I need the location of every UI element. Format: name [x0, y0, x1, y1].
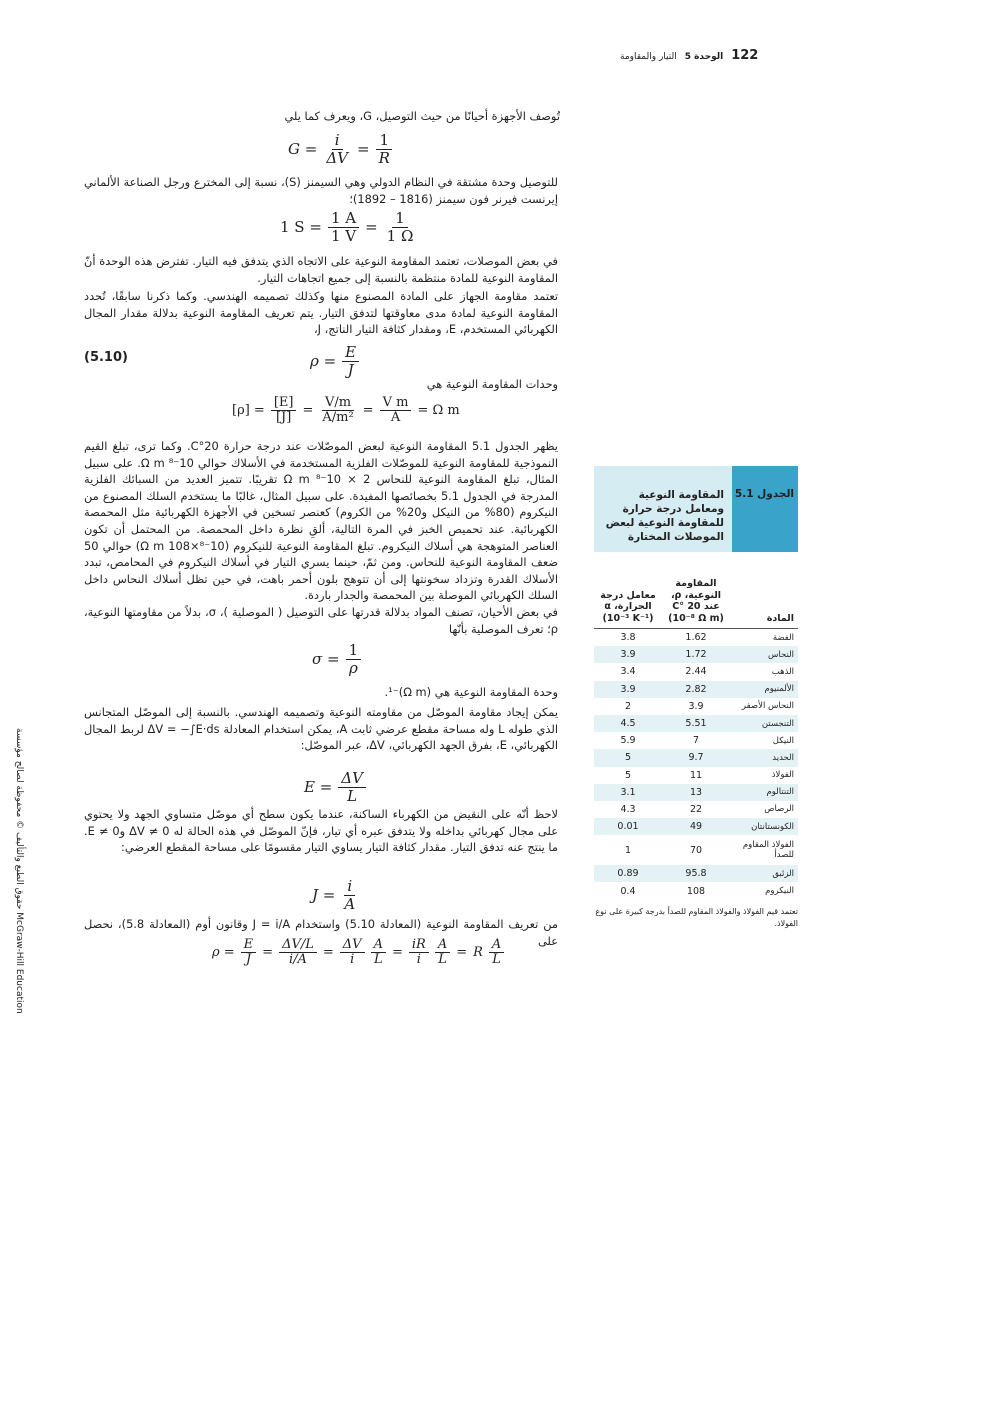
cell-coefficient: 2 [624, 700, 632, 712]
cell-material: التنتالوم [766, 787, 794, 798]
table-row [594, 801, 798, 818]
cell-material: الفولاذ المقاوم للصدأ [742, 840, 794, 861]
cell-coefficient: 5 [624, 752, 632, 764]
cell-resistivity: 5.51 [685, 718, 707, 730]
cell-resistivity: 49 [689, 821, 703, 833]
cell-material: الألمنيوم [764, 684, 794, 695]
equation-conductivity-text [312, 642, 316, 643]
table-header-band [594, 466, 798, 552]
cell-resistivity: 22 [689, 803, 703, 815]
table-row [594, 732, 798, 749]
page-header [620, 48, 798, 64]
table-row [594, 818, 798, 835]
paragraph-electrostatics-contrast: لاحظ أنّه على النقيض من الكهرباء الساكنة، عندما يكون سطح أي موصّل متساوي الجهد ولا يحتوي على مجال كهربائي بداخله ولا يتدفق عبره أي تيار، فإنّ الموصّل في هذه الحالة له ΔV ≠ 0 وE ≠ 0. ما ينتج عنه تدفق التيار. مقدار كثافة التيار يساوي التيار مقسومًا على مساحة المقطع العرضي: [84, 807, 558, 855]
paragraph-homogeneous-conductor: يمكن إيجاد مقاومة الموصّل من مقاومته النوعية وتصميمه الهندسي. بالنسبة إلى الموصّل المتجانس الذي طوله L وله مساحة مقطع عرضي ثابت A، يمكن استخدام المعادلة ΔV = −∫E·ds لربط المجال الكهربائي، E، بفرق الجهد الكهربائي، ΔV، عبر الموصّل: [84, 705, 558, 753]
cell-coefficient: 3.9 [620, 649, 636, 661]
copyright-sidebar [2, 728, 30, 1108]
paragraph-conductivity: في بعض الأحيان، تصنف المواد بدلالة قدرتها على التوصيل ( الموصلية )، σ، بدلاً من مقاومتها النوعية، ρ؛ تعرف الموصلية بأنّها [84, 605, 558, 636]
col-temperature-coefficient: معامل درجة الحرارة، α (10⁻³ K⁻¹) [600, 589, 656, 624]
table-row [594, 882, 798, 899]
table-row [594, 698, 798, 715]
cell-coefficient: 3.8 [620, 632, 636, 644]
equation-resistivity-text [310, 344, 314, 345]
table-row [594, 749, 798, 766]
cell-coefficient: 3.9 [620, 683, 636, 695]
table-resistivity [594, 466, 798, 930]
cell-coefficient: 3.1 [620, 786, 636, 798]
equation-current-density: J = $\frac{i}{A}$ [312, 877, 356, 913]
table-row [594, 681, 798, 698]
table-label: الجدول 5.1 [732, 466, 798, 552]
cell-material: النحاس [768, 649, 794, 660]
cell-coefficient: 3.4 [620, 666, 636, 678]
equation-current-density-text [312, 878, 315, 879]
paragraph-ohm-derivation: من تعريف المقاومة النوعية (المعادلة 5.10) واستخدام J = i/A وقانون أوم (المعادلة 5.8)، نحصل على [84, 917, 558, 948]
paragraph-resistivity-def: تعتمد مقاومة الجهاز على المادة المصنوع منها وكذلك تصميمه الهندسي. وكما ذكرنا سابقًا، تُحدد المقاومة النوعية لمادة مدى معاوقتها لتدفق التيار. يتم تعريف المقاومة النوعية بدلالة مقدار المجال الكهربائي المستخدم، E، ومقدار كثافة التيار الناتج، J، [84, 289, 558, 337]
cell-resistivity: 2.44 [685, 666, 707, 678]
cell-material: الذهب [771, 666, 794, 677]
cell-material: الفضة [772, 632, 794, 643]
cell-resistivity: 7 [692, 735, 700, 747]
cell-resistivity: 13 [689, 786, 703, 798]
cell-material: التنجستن [761, 718, 794, 729]
table-body [594, 629, 798, 900]
cell-material: النيكل [772, 735, 794, 746]
equation-resistance: ρ = $\frac{E}{J}$ = $\frac{\Delta V/L}{i/A}$ = $\frac{\Delta V}{i}$ $\frac{A}{L}$ = $\frac{iR}{i}$ $\frac{A}{L}$ = R $\frac{A}{L}$ [212, 938, 504, 968]
cell-material: الزئبق [772, 868, 794, 879]
equation-conductance: G = $\frac{i}{\Delta V}$ = $\frac{1}{R}$ [288, 132, 393, 166]
cell-resistivity: 9.7 [688, 752, 704, 764]
cell-material: الحديد [772, 752, 794, 763]
table-row [594, 629, 798, 646]
cell-resistivity: 70 [689, 844, 703, 856]
table-title: المقاومة النوعية ومعامل درجة حرارة للمقاومة النوعية لبعض الموصلات المختارة [594, 466, 732, 552]
cell-resistivity: 108 [686, 885, 706, 897]
equation-field-text [304, 770, 309, 771]
table-row [594, 715, 798, 732]
cell-material: الرصاص [764, 804, 794, 815]
chapter-title: التيار والمقاومة [620, 52, 677, 62]
equation-resistivity: ρ = $\frac{E}{J}$ [310, 344, 359, 378]
cell-coefficient: 4.3 [620, 803, 636, 815]
cell-coefficient: 0.4 [620, 885, 636, 897]
cell-coefficient: 1 [624, 844, 632, 856]
equation-conductivity: σ = $\frac{1}{\rho}$ [312, 642, 361, 676]
paragraph-direction: في بعض الموصلات، تعتمد المقاومة النوعية على الاتجاه الذي يتدفق فيه التيار. تفترض هذه الوحدة أنّ المقاومة النوعية للمادة منتظمة بالنسبة إلى جميع اتجاهات التيار. [84, 254, 558, 285]
table-column-headers [594, 552, 798, 629]
table-row [594, 646, 798, 663]
cell-resistivity: 11 [689, 769, 703, 781]
cell-material: الكونستانتان [751, 821, 794, 832]
cell-resistivity: 1.72 [685, 649, 707, 661]
table-footnote: تعتمد قيم الفولاذ والفولاذ المقاوم للصدأ بدرجة كبيرة على نوع الفولاذ. [595, 906, 798, 928]
paragraph-units: وحدات المقاومة النوعية هي [426, 377, 558, 391]
paragraph-conductivity-units: وحدة المقاومة النوعية هي (Ω m)⁻¹. [384, 685, 558, 699]
table-row [594, 865, 798, 882]
unit-label: الوحدة 5 [684, 52, 724, 62]
cell-coefficient: 4.5 [620, 718, 636, 730]
table-row [594, 767, 798, 784]
paragraph-table-discussion: يظهر الجدول 5.1 المقاومة النوعية لبعض الموصّلات عند درجة حرارة 20°C. وكما ترى، تبلغ القيم النموذجية للمقاومة النوعية للموصّلات الفلزية المستخدمة في الأسلاك حوالي 10⁻⁸ Ω m. على سبيل المثال، تبلغ المقاومة النوعية للنحاس 2 × 10⁻⁸ Ω m تقريبًا. تتميز العديد من السبائك الفلزية المدرجة في الجدول 5.1 بخصائصها المفيدة. على سبيل المثال، غالبًا ما يستخدم السلك المصنوع من النيكروم (80% من النيكل و20% من الكروم) كعنصر تسخين في الأجهزة الكهربائية مثل المحمصة الكهربائية. عند تحميص الخبز في المرة التالية، ألقِ نظرة داخل المحمصة. من المحتمل أن تكون العناصر المتوهجة هي أسلاك النيكروم. تبلغ المقاومة النوعية للنيكروم (10⁻⁸×108 Ω m) حوالي 50 ضعف المقاومة النوعية للنحاس. ومن ثمّ، حينما يسري التيار في أسلاك النيكروم في المحامص، تبدد الأسلاك القدرة وتزداد سخونتها إلى أن تتوهج بلون أحمر باهت، في حين تظل أسلاك النحاس داخل السلك الكهربائي الموصلة بين المحمصة والجدار باردة. [84, 439, 559, 603]
cell-resistivity: 95.8 [685, 868, 707, 880]
equation-number: (5.10) [84, 350, 128, 365]
paragraph-intro-conductance: تُوصف الأجهزة أحيانًا من حيث التوصيل، G، ويعرف كما يلي [284, 109, 560, 123]
table-row [594, 835, 798, 865]
equation-resistivity-units: [ρ] = $\frac{[E]}{[J]}$ = $\frac{V/m}{\text{A/m²}}$ = $\frac{\text{V m}}{A}$ = Ω m [232, 395, 460, 426]
copyright-text: حقوق الطبع والتأليف © محفوظة لصالح مؤسسة McGraw-Hill Education [14, 728, 24, 1014]
table-row [594, 663, 798, 680]
equation-conductance-text [288, 132, 296, 133]
cell-material: الفولاذ [771, 770, 794, 781]
col-resistivity: المقاومة النوعية، ρ، عند 20 °C (10⁻⁸ Ω m) [668, 578, 724, 624]
cell-resistivity: 3.9 [688, 700, 704, 712]
cell-resistivity: 2.82 [685, 683, 707, 695]
cell-coefficient: 0.01 [617, 821, 639, 833]
equation-resistance-text [212, 938, 240, 939]
cell-material: النيكروم [765, 886, 794, 897]
cell-resistivity: 1.62 [685, 632, 707, 644]
equation-resistivity-units-text [232, 396, 254, 397]
equation-siemens: 1 S = $\frac{1 A}{1 V}$ = $\frac{1}{1 \Omega}$ [280, 209, 414, 245]
page-number: 122 [731, 48, 759, 63]
cell-coefficient: 5.9 [620, 735, 636, 747]
equation-siemens-text [280, 210, 292, 211]
col-material: المادة [766, 612, 794, 624]
cell-coefficient: 0.89 [617, 868, 639, 880]
cell-coefficient: 5 [624, 769, 632, 781]
paragraph-siemens: للتوصيل وحدة مشتقة في النظام الدولي وهي السيمنز (S)، نسبة إلى المخترع ورجل الصناعة الألماني إيرنست فيرنر فون سيمنز (1816 – 1892)؛ [84, 175, 558, 206]
cell-material: النحاس الأصفر [741, 701, 794, 712]
equation-field: E = $\frac{\Delta V}{L}$ [304, 770, 366, 804]
table-row [594, 784, 798, 801]
